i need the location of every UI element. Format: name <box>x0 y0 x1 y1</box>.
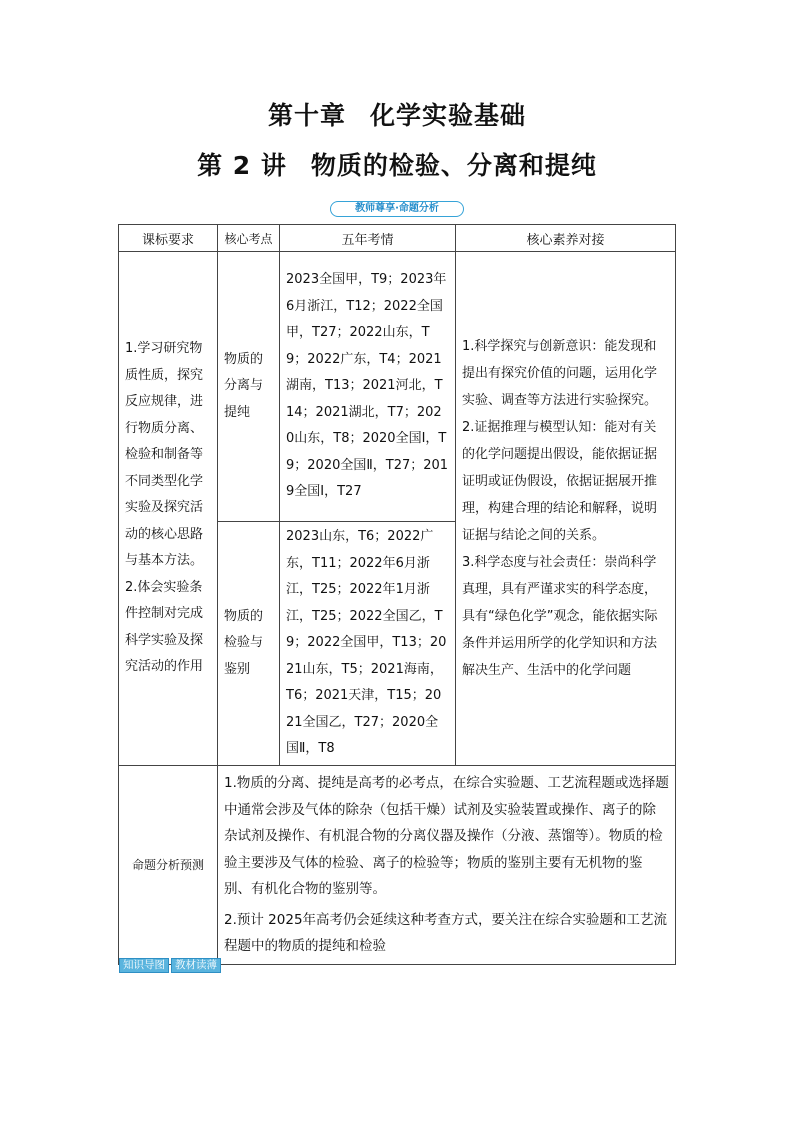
table-header-row <box>119 225 676 252</box>
section-tags <box>119 958 221 973</box>
prediction-cell <box>218 766 676 965</box>
chapter-number: 第十章 <box>267 101 346 130</box>
header-curriculum: 课标要求 <box>119 225 218 252</box>
prediction-label: 命题分析预测 <box>119 766 218 965</box>
header-five-year: 五年考情 <box>280 225 456 252</box>
literacy-item: 3.科学态度与社会责任：崇尚科学真理，具有严谨求实的科学态度，具有“绿色化学”观念，能依据实际条件并运用所学的化学知识和方法解决生产、生活中的化学问题 <box>462 555 658 678</box>
core-point-cell <box>218 252 280 522</box>
core-point-separation: 物质的分离与提纯 <box>224 351 264 420</box>
exam-cell <box>280 522 456 766</box>
core-point-identification: 物质的检验与鉴别 <box>224 608 264 677</box>
teacher-badge: 教师尊享·命题分析 <box>330 201 464 217</box>
prediction-item: 1.物质的分离、提纯是高考的必考点，在综合实验题、工艺流程题或选择题中通常会涉及气体的除杂（包括干燥）试剂及实验装置或操作、离子的除杂试剂及操作、有机混合物的分离仪器及操作（分液、蒸馏等）。物质的检验主要涉及气体的检验、离子的检验等；物质的鉴别主要有无机物的鉴别、有机化合物的鉴别等。 <box>224 775 669 897</box>
literacy-item: 2.证据推理与模型认知：能对有关的化学问题提出假设，能依据证据证明或证伪假设，依据证据展开推理，构建合理的结论和解释，说明证据与结论之间的关系。 <box>462 420 658 543</box>
chapter-title <box>0 96 794 132</box>
table-row <box>119 252 676 522</box>
header-core-point: 核心考点 <box>218 225 280 252</box>
core-point-cell <box>218 522 280 766</box>
literacy-item: 1.科学探究与创新意识：能发现和提出有探究价值的问题，运用化学实验、调查等方法进行实验探究。 <box>462 339 658 408</box>
analysis-table <box>118 224 676 965</box>
exam-list-separation: 2023全国甲，T9；2023年6月浙江，T12；2022全国甲，T27；2022山东，T9；2022广东，T4；2021湖南，T13；2021河北，T14；2021湖北，T7；2020山东，T8；2020全国Ⅰ，T9；2020全国Ⅱ，T27；2019全国Ⅰ，T27 <box>286 272 449 500</box>
exam-list-identification: 2023山东，T6；2022广东，T11；2022年6月浙江，T25；2022年1月浙江，T25；2022全国乙，T9；2022全国甲，T13；2021山东，T5；2021海南，T6；2021天津，T15；2021全国乙，T27；2020全国Ⅱ，T8 <box>286 529 447 757</box>
tag-textbook-reading[interactable]: 教材读薄 <box>171 958 221 973</box>
exam-cell <box>280 252 456 522</box>
table-row <box>119 766 676 965</box>
curriculum-cell <box>119 252 218 766</box>
lecture-title <box>0 146 794 182</box>
literacy-cell <box>456 252 676 766</box>
lecture-number: 第 2 讲 <box>197 151 287 180</box>
tag-knowledge-map[interactable]: 知识导图 <box>119 958 169 973</box>
prediction-item: 2.预计 2025年高考仍会延续这种考查方式，要关注在综合实验题和工艺流程题中的物质的提纯和检验 <box>224 911 668 954</box>
header-literacy: 核心素养对接 <box>456 225 676 252</box>
lecture-name: 物质的检验、分离和提纯 <box>310 151 597 180</box>
chapter-name: 化学实验基础 <box>370 101 527 130</box>
curriculum-text: 1.学习研究物质性质，探究反应规律，进行物质分离、检验和制备等不同类型化学实验及探究活动的核心思路与基本方法。2.体会实验条件控制对完成科学实验及探究活动的作用 <box>125 341 204 675</box>
